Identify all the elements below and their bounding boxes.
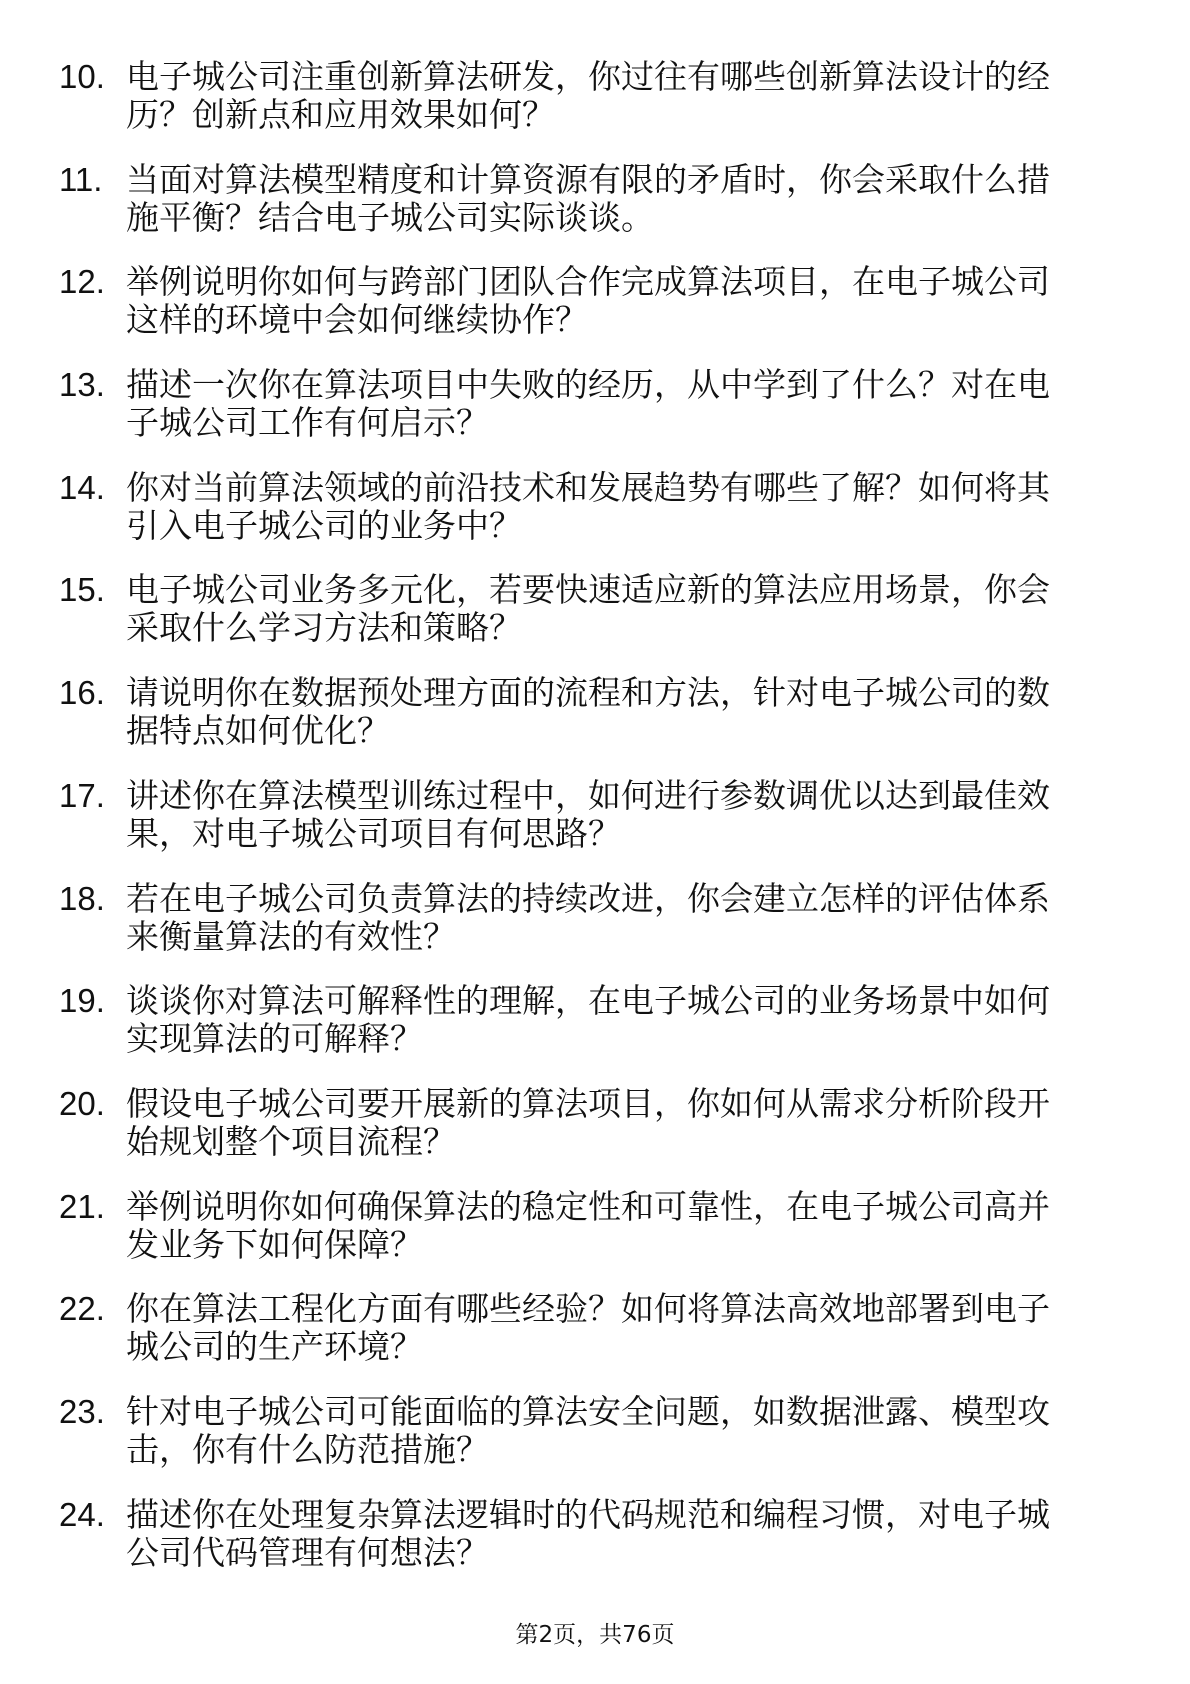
question-text	[126, 880, 1050, 956]
question-line: 城公司的生产环境？	[126, 1327, 423, 1367]
question-item	[59, 161, 1159, 237]
question-text	[126, 1393, 1050, 1469]
question-text	[126, 571, 1050, 647]
question-line: 据特点如何优化？	[126, 711, 390, 751]
question-line: 请说明你在数据预处理方面的流程和方法，针对电子城公司的数	[126, 673, 1050, 713]
question-line: 假设电子城公司要开展新的算法项目，你如何从需求分析阶段开	[126, 1083, 1050, 1123]
question-text	[126, 1188, 1050, 1264]
question-line: 描述一次你在算法项目中失败的经历，从中学到了什么？对在电	[126, 365, 1050, 405]
question-line: 你在算法工程化方面有哪些经验？如何将算法高效地部署到电子	[126, 1289, 1050, 1329]
question-item	[59, 1496, 1159, 1572]
question-number: 22.	[59, 1290, 105, 1328]
question-item	[59, 1188, 1159, 1264]
question-line: 来衡量算法的有效性？	[126, 916, 456, 956]
question-number: 14.	[59, 468, 105, 506]
question-line: 你对当前算法领域的前沿技术和发展趋势有哪些了解？如何将其	[126, 467, 1050, 507]
question-number: 23.	[59, 1392, 105, 1430]
question-line: 实现算法的可解释？	[126, 1019, 423, 1059]
question-number: 13.	[59, 366, 105, 404]
question-text	[126, 1290, 1050, 1366]
question-number: 20.	[59, 1084, 105, 1122]
question-text	[126, 982, 1050, 1058]
question-text	[126, 366, 1050, 442]
question-item	[59, 1393, 1159, 1469]
question-number: 16.	[59, 674, 105, 712]
question-number: 15.	[59, 571, 105, 609]
question-number: 17.	[59, 776, 105, 814]
question-line: 当面对算法模型精度和计算资源有限的矛盾时，你会采取什么措	[126, 159, 1050, 199]
question-text	[126, 1496, 1050, 1572]
question-line: 电子城公司注重创新算法研发，你过往有哪些创新算法设计的经	[126, 57, 1050, 96]
question-line: 子城公司工作有何启示？	[126, 403, 489, 443]
question-text	[126, 58, 1050, 134]
question-number: 21.	[59, 1187, 105, 1225]
question-item	[59, 58, 1159, 134]
question-item	[59, 1290, 1159, 1366]
question-line: 若在电子城公司负责算法的持续改进，你会建立怎样的评估体系	[126, 878, 1050, 918]
question-number: 19.	[59, 982, 105, 1020]
page-footer: 第2页，共76页	[515, 1622, 675, 1648]
question-line: 谈谈你对算法可解释性的理解，在电子城公司的业务场景中如何	[126, 981, 1050, 1021]
question-line: 描述你在处理复杂算法逻辑时的代码规范和编程习惯，对电子城	[126, 1494, 1050, 1534]
question-line: 电子城公司业务多元化，若要快速适应新的算法应用场景，你会	[126, 570, 1050, 610]
question-line: 举例说明你如何确保算法的稳定性和可靠性，在电子城公司高并	[126, 1186, 1050, 1226]
question-line: 针对电子城公司可能面临的算法安全问题，如数据泄露、模型攻	[126, 1391, 1050, 1431]
question-item	[59, 263, 1159, 339]
question-line: 施平衡？结合电子城公司实际谈谈。	[126, 197, 654, 237]
question-item	[59, 469, 1159, 545]
question-line: 始规划整个项目流程？	[126, 1121, 456, 1161]
question-item	[59, 880, 1159, 956]
question-line: 采取什么学习方法和策略？	[126, 608, 522, 648]
question-item	[59, 674, 1159, 750]
question-number: 18.	[59, 879, 105, 917]
question-number: 10.	[59, 58, 105, 95]
question-line: 公司代码管理有何想法？	[126, 1532, 489, 1572]
question-item	[59, 1085, 1159, 1161]
question-text	[126, 777, 1050, 853]
question-number: 24.	[59, 1495, 105, 1533]
question-item	[59, 366, 1159, 442]
question-text	[126, 469, 1050, 545]
question-number: 11.	[59, 160, 103, 198]
question-line: 这样的环境中会如何继续协作？	[126, 300, 588, 340]
question-number: 12.	[59, 263, 105, 301]
question-item	[59, 571, 1159, 647]
question-line: 击，你有什么防范措施？	[126, 1429, 489, 1469]
question-text	[126, 674, 1050, 750]
question-line: 举例说明你如何与跨部门团队合作完成算法项目，在电子城公司	[126, 262, 1050, 302]
question-line: 果，对电子城公司项目有何思路？	[126, 813, 621, 853]
question-line: 引入电子城公司的业务中？	[126, 505, 522, 545]
question-item	[59, 982, 1159, 1058]
question-list	[59, 58, 1159, 1598]
question-line: 发业务下如何保障？	[126, 1224, 423, 1264]
question-text	[126, 263, 1050, 339]
question-text	[126, 1085, 1050, 1161]
question-text	[126, 161, 1050, 237]
question-item	[59, 777, 1159, 853]
question-line: 历？创新点和应用效果如何？	[126, 95, 555, 134]
question-line: 讲述你在算法模型训练过程中，如何进行参数调优以达到最佳效	[126, 775, 1050, 815]
